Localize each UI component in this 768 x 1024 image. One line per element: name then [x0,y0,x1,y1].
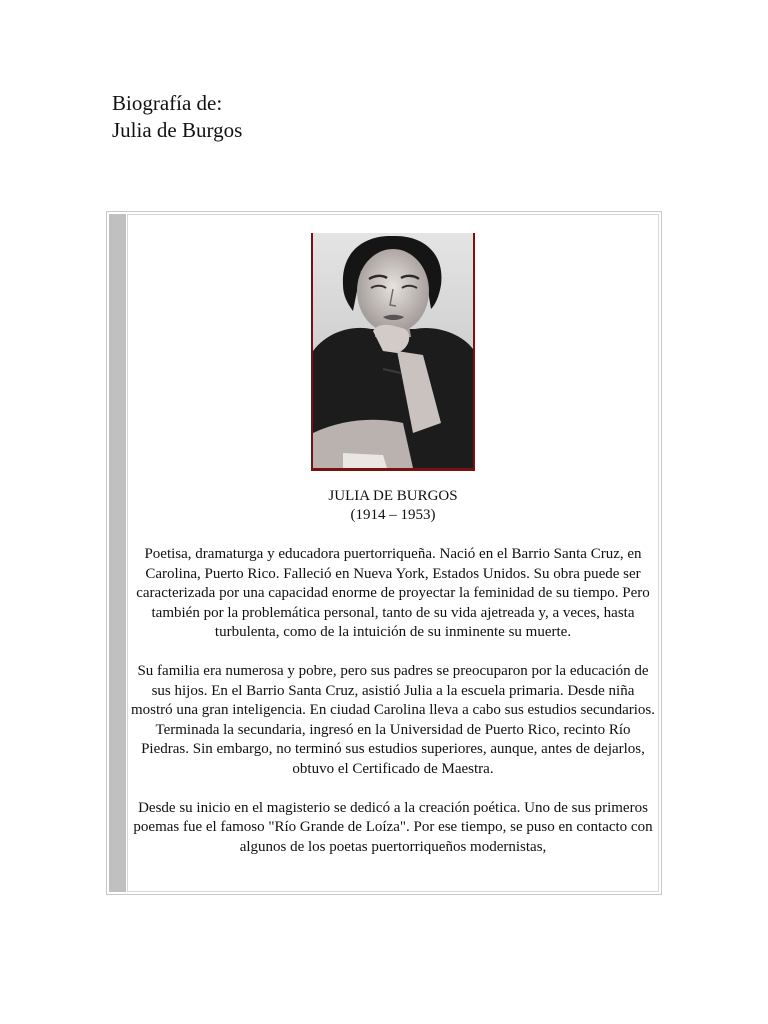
biography-frame [106,211,662,895]
portrait-photo-icon [313,233,473,468]
paragraph-1: Poetisa, dramaturga y educadora puertorriqueña. Nació en el Barrio Santa Cruz, en Carolina, Puerto Rico. Falleció en Nueva York, Estados Unidos. Su obra puede ser caracterizada por una capacidad enorme de proyectar la feminidad de su tiempo. Pero también por la problemática personal, tanto de su vida ajetreada y, a veces, hasta turbulenta, como de la intuición de su inminente su muerte. [136,546,650,641]
portrait-photo [311,233,475,471]
document-title [112,90,242,144]
frame-sidebar [109,214,126,892]
paragraph-2: Su familia era numerosa y pobre, pero sus padres se preocuparon por la educación de sus hijos. En el Barrio Santa Cruz, asistió Julia a la escuela primaria. Desde niña mostró una gran inteligencia. En ciudad Carolina lleva a cabo sus estudios secundarios. Terminada la secundaria, ingresó en la Universidad de Puerto Rico, recinto Río Piedras. Sin embargo, no terminó sus estudios superiores, aunque, antes de dejarlos, obtuvo el Certificado de Maestra. [130,662,656,777]
portrait-caption [128,487,658,525]
biography-text [128,545,658,876]
caption-name: JULIA DE BURGOS [328,488,458,504]
title-line-2: Julia de Burgos [112,118,243,142]
title-line-1: Biografía de: [112,91,223,115]
biography-content [127,214,659,892]
caption-years: (1914 – 1953) [350,507,436,523]
paragraph-3: Desde su inicio en el magisterio se dedicó a la creación poética. Uno de sus primeros poemas fue el famoso "Río Grande de Loíza". Por ese tiempo, se puso en contacto con algunos de los poetas puertorriqueños modernistas, [133,799,653,855]
